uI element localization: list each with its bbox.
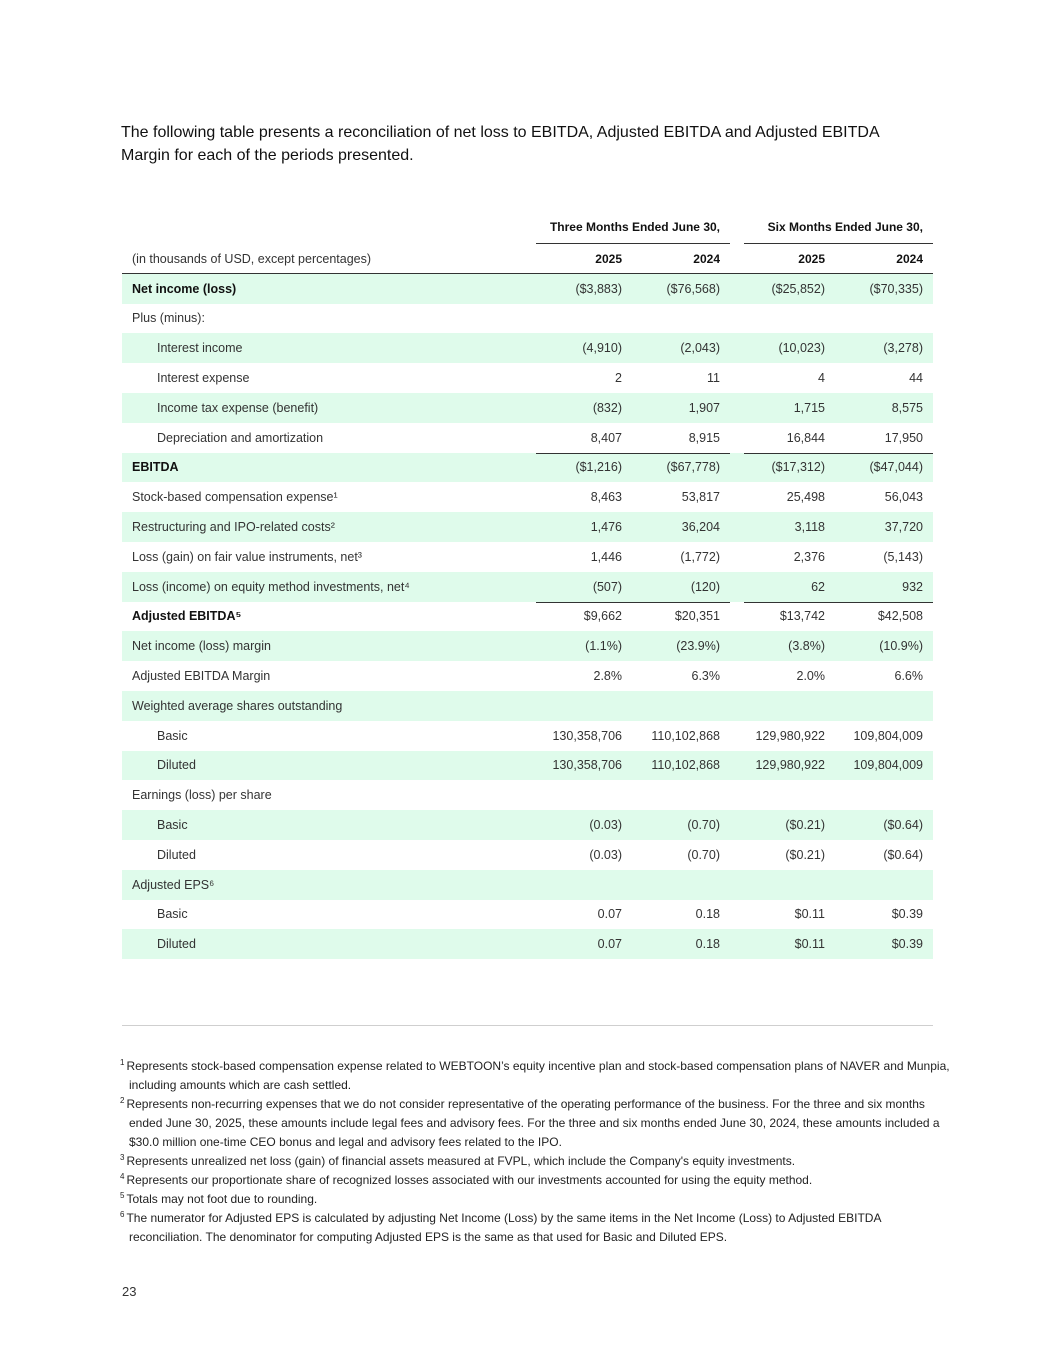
six-months-header bbox=[730, 211, 933, 244]
row-value: 8,463 bbox=[590, 490, 622, 505]
row-value: 36,204 bbox=[632, 512, 730, 542]
row-value: (1.1%) bbox=[522, 631, 632, 661]
row-value: 37,720 bbox=[835, 512, 933, 542]
row-value: 62 bbox=[730, 572, 835, 602]
row-value: (0.70) bbox=[687, 847, 720, 862]
row-label: Diluted bbox=[122, 929, 522, 959]
footnote bbox=[120, 1057, 950, 1095]
row-label: Restructuring and IPO-related costs² bbox=[122, 512, 522, 542]
empty-header bbox=[122, 211, 522, 244]
row-value: $0.11 bbox=[730, 929, 835, 959]
row-value: 2,376 bbox=[793, 549, 825, 564]
footnote-mark: 3 bbox=[120, 1153, 125, 1162]
row-value bbox=[522, 691, 632, 721]
row-label: Adjusted EPS⁶ bbox=[122, 870, 522, 900]
row-value: (120) bbox=[632, 572, 730, 602]
row-value: 0.07 bbox=[522, 929, 632, 959]
row-value: 0.18 bbox=[632, 929, 730, 959]
row-value: ($0.21) bbox=[785, 847, 825, 862]
row-value: 2.8% bbox=[593, 669, 622, 684]
row-value: ($67,778) bbox=[632, 453, 730, 483]
row-value bbox=[835, 780, 933, 810]
row-value: (4,910) bbox=[522, 333, 632, 363]
row-value: ($3,883) bbox=[522, 274, 632, 304]
row-value: (832) bbox=[522, 393, 632, 423]
footnote bbox=[120, 1152, 950, 1171]
row-value: 53,817 bbox=[681, 490, 720, 505]
page-number: 23 bbox=[122, 1284, 137, 1299]
row-value bbox=[522, 870, 632, 900]
row-value: $20,351 bbox=[632, 602, 730, 632]
row-value: 2 bbox=[615, 371, 622, 386]
row-value: 11 bbox=[707, 371, 720, 386]
table-row bbox=[122, 602, 933, 632]
row-value bbox=[632, 780, 730, 810]
row-value: (10.9%) bbox=[835, 631, 933, 661]
row-value: (0.70) bbox=[632, 810, 730, 840]
footnote-divider bbox=[122, 1025, 933, 1026]
row-label: Adjusted EBITDA⁵ bbox=[132, 609, 242, 624]
row-value: ($1,216) bbox=[522, 453, 632, 483]
table-row bbox=[122, 423, 933, 453]
footnotes bbox=[120, 1057, 950, 1247]
year-header: 2025 bbox=[522, 244, 632, 274]
footnote-mark: 4 bbox=[120, 1172, 125, 1181]
footnote-text: Represents non-recurring expenses that we do not consider representative of the operating performance of the business. For the three and six months ended June 30, 2025, these amounts include legal fees and advisory fees. For the three and six months ended June 30, 2024, these amounts included a $30.0 million one-time CEO bonus and legal and advisory fees related to the IPO. bbox=[126, 1097, 940, 1149]
row-value: 8,407 bbox=[590, 430, 622, 445]
row-label: Net income (loss) margin bbox=[122, 631, 522, 661]
row-label: Basic bbox=[157, 907, 188, 922]
footnote bbox=[120, 1095, 950, 1152]
table-row bbox=[122, 751, 933, 781]
row-value: 110,102,868 bbox=[632, 751, 730, 781]
units-label: (in thousands of USD, except percentages) bbox=[122, 244, 522, 274]
footnote bbox=[120, 1209, 950, 1247]
row-value: (2,043) bbox=[632, 333, 730, 363]
table-row bbox=[122, 870, 933, 900]
row-value: ($0.64) bbox=[835, 810, 933, 840]
row-value: 1,446 bbox=[590, 549, 622, 564]
row-value: 0.07 bbox=[597, 907, 622, 922]
row-value: (0.03) bbox=[522, 810, 632, 840]
row-value: (3.8%) bbox=[730, 631, 835, 661]
row-value: 110,102,868 bbox=[651, 728, 720, 743]
row-value bbox=[632, 304, 730, 334]
row-value: (10,023) bbox=[730, 333, 835, 363]
table-row bbox=[122, 512, 933, 542]
row-value: 2.0% bbox=[796, 669, 825, 684]
row-value: 0.18 bbox=[695, 907, 720, 922]
row-label: Diluted bbox=[157, 847, 196, 862]
table-row bbox=[122, 780, 933, 810]
row-value: $13,742 bbox=[730, 602, 835, 632]
row-value: (1,772) bbox=[680, 549, 720, 564]
row-value: $0.11 bbox=[794, 907, 825, 922]
table-row bbox=[122, 453, 933, 483]
row-value: ($25,852) bbox=[730, 274, 835, 304]
row-value: $0.39 bbox=[891, 907, 923, 922]
row-value: 4 bbox=[818, 371, 825, 386]
row-value: 129,980,922 bbox=[730, 751, 835, 781]
row-value: ($0.21) bbox=[730, 810, 835, 840]
row-label: Plus (minus): bbox=[132, 311, 205, 326]
row-value: 109,804,009 bbox=[835, 751, 933, 781]
table-row bbox=[122, 363, 933, 393]
row-label: Loss (income) on equity method investments, net⁴ bbox=[122, 572, 522, 602]
footnote-mark: 2 bbox=[120, 1096, 125, 1105]
row-value: 932 bbox=[835, 572, 933, 602]
row-value: 130,358,706 bbox=[552, 728, 622, 743]
three-months-header bbox=[522, 211, 730, 244]
row-value: $42,508 bbox=[835, 602, 933, 632]
table-row bbox=[122, 333, 933, 363]
row-label: Depreciation and amortization bbox=[157, 430, 324, 445]
year-header: 2024 bbox=[835, 244, 933, 274]
table-row bbox=[122, 304, 933, 334]
footnote-text: The numerator for Adjusted EPS is calculated by adjusting Net Income (Loss) by the same items in the Net Income (Loss) to Adjusted EBITDA reconciliation. The denominator for computing Adjusted EPS is the same as that used for Basic and Diluted EPS. bbox=[126, 1211, 881, 1244]
footnote bbox=[120, 1171, 950, 1190]
table-row bbox=[122, 572, 933, 602]
footnote-text: Represents unrealized net loss (gain) of financial assets measured at FVPL, which include the Company's equity investments. bbox=[126, 1154, 796, 1168]
three-months-label: Three Months Ended June 30, bbox=[536, 220, 730, 244]
table-row bbox=[122, 929, 933, 959]
row-label: Loss (gain) on fair value instruments, net³ bbox=[132, 549, 362, 564]
table-row bbox=[122, 691, 933, 721]
table-row bbox=[122, 840, 933, 870]
row-value: $0.39 bbox=[835, 929, 933, 959]
row-value: ($17,312) bbox=[730, 453, 835, 483]
footnote-text: Represents our proportionate share of recognized losses associated with our investments accounted for using the equity method. bbox=[126, 1173, 813, 1187]
row-value: $9,662 bbox=[522, 602, 632, 632]
row-value: ($0.64) bbox=[883, 847, 923, 862]
table-row bbox=[122, 900, 933, 930]
row-value: (0.03) bbox=[589, 847, 622, 862]
year-header-row bbox=[122, 244, 933, 274]
row-value: 130,358,706 bbox=[522, 751, 632, 781]
year-header: 2024 bbox=[632, 244, 730, 274]
table-row bbox=[122, 661, 933, 691]
row-value: (3,278) bbox=[835, 333, 933, 363]
table-row bbox=[122, 542, 933, 572]
row-label: Basic bbox=[157, 728, 188, 743]
footnote-text: Represents stock-based compensation expense related to WEBTOON’s equity incentive plan and stock-based compensation plans of NAVER and Munpia, including amounts which are cash settled. bbox=[126, 1059, 950, 1092]
row-value: 6.3% bbox=[691, 669, 720, 684]
row-label: Basic bbox=[122, 810, 522, 840]
footnote-mark: 5 bbox=[120, 1191, 125, 1200]
intro-paragraph: The following table presents a reconciliation of net loss to EBITDA, Adjusted EBITDA and Adjusted EBITDA Margin for each of the periods presented. bbox=[121, 124, 879, 164]
row-value bbox=[522, 304, 632, 334]
row-value: 3,118 bbox=[730, 512, 835, 542]
footnote-mark: 6 bbox=[120, 1210, 125, 1219]
group-header-row bbox=[122, 211, 933, 244]
table-row bbox=[122, 631, 933, 661]
row-value bbox=[730, 691, 835, 721]
row-label: EBITDA bbox=[122, 453, 522, 483]
row-value: 44 bbox=[909, 371, 923, 386]
footnote-mark: 1 bbox=[120, 1058, 125, 1067]
row-value bbox=[522, 780, 632, 810]
row-value: 109,804,009 bbox=[853, 728, 923, 743]
row-value bbox=[730, 780, 835, 810]
row-value: 1,715 bbox=[730, 393, 835, 423]
row-label: Interest income bbox=[122, 333, 522, 363]
reconciliation-table bbox=[122, 211, 933, 959]
row-value bbox=[835, 304, 933, 334]
row-value: 6.6% bbox=[894, 669, 923, 684]
row-label: Net income (loss) bbox=[122, 274, 522, 304]
row-value: 1,476 bbox=[522, 512, 632, 542]
row-value: ($76,568) bbox=[632, 274, 730, 304]
table-row bbox=[122, 721, 933, 751]
row-value bbox=[730, 870, 835, 900]
row-value: (23.9%) bbox=[632, 631, 730, 661]
row-value: 25,498 bbox=[786, 490, 825, 505]
row-value bbox=[632, 870, 730, 900]
row-value: (507) bbox=[522, 572, 632, 602]
row-label: Diluted bbox=[122, 751, 522, 781]
row-value: ($70,335) bbox=[835, 274, 933, 304]
table-body bbox=[122, 274, 933, 959]
row-label: Stock-based compensation expense¹ bbox=[132, 490, 338, 505]
six-months-label: Six Months Ended June 30, bbox=[744, 220, 933, 244]
row-value: 1,907 bbox=[632, 393, 730, 423]
row-value: 8,915 bbox=[688, 430, 720, 445]
footnote bbox=[120, 1190, 950, 1209]
row-value bbox=[835, 870, 933, 900]
row-label: Weighted average shares outstanding bbox=[122, 691, 522, 721]
row-label: Adjusted EBITDA Margin bbox=[132, 669, 271, 684]
table-row bbox=[122, 482, 933, 512]
row-label: Interest expense bbox=[157, 371, 250, 386]
footnote-text: Totals may not foot due to rounding. bbox=[126, 1192, 318, 1206]
row-value: (5,143) bbox=[883, 549, 923, 564]
row-value: 16,844 bbox=[786, 430, 825, 445]
row-value bbox=[632, 691, 730, 721]
year-header: 2025 bbox=[730, 244, 835, 274]
row-value: ($47,044) bbox=[835, 453, 933, 483]
table-row bbox=[122, 393, 933, 423]
row-value: 17,950 bbox=[884, 430, 923, 445]
row-value: 129,980,922 bbox=[755, 728, 825, 743]
row-value bbox=[835, 691, 933, 721]
row-value: 56,043 bbox=[884, 490, 923, 505]
row-label: Income tax expense (benefit) bbox=[122, 393, 522, 423]
row-value bbox=[730, 304, 835, 334]
row-value: 8,575 bbox=[835, 393, 933, 423]
table-row bbox=[122, 274, 933, 304]
table-row bbox=[122, 810, 933, 840]
row-label: Earnings (loss) per share bbox=[132, 788, 272, 803]
